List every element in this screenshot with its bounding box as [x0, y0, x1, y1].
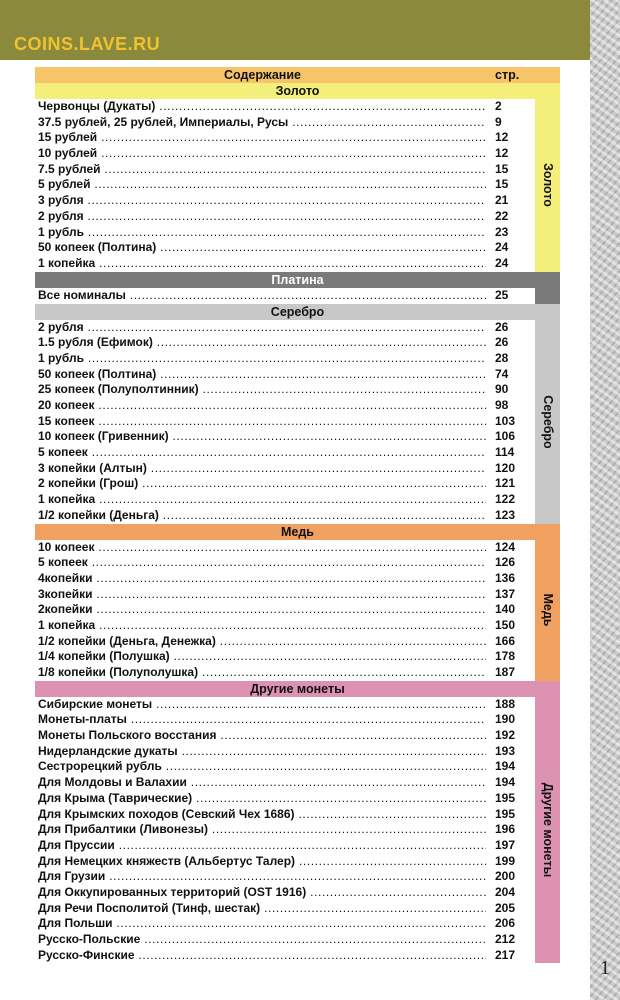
toc-entry[interactable] — [35, 697, 530, 713]
entry-page: 26 — [495, 319, 509, 334]
toc-entry[interactable] — [35, 256, 530, 272]
toc-entry[interactable] — [35, 146, 530, 162]
side-label: Серебро — [540, 394, 555, 449]
entry-label: 5 рублей ..... — [38, 177, 486, 193]
entry-label: Для Прибалтики (Ливонезы) ..... — [38, 822, 486, 838]
toc-entry[interactable] — [35, 649, 530, 665]
entry-label: Для Крымских походов (Севский Чех 1686) ..... — [38, 807, 486, 823]
toc-entry[interactable] — [35, 320, 530, 336]
entry-label: Сестрорецкий рубль ..... — [38, 759, 486, 775]
entry-page: 190 — [495, 712, 516, 727]
entry-label: 7.5 рублей ..... — [38, 162, 486, 178]
entry-page: 90 — [495, 382, 509, 397]
entry-label: 15 копеек ..... — [38, 414, 486, 430]
entry-label: 37.5 рублей, 25 рублей, Империалы, Русы ..... — [38, 115, 486, 131]
entry-list — [35, 540, 560, 681]
entry-page: 28 — [495, 350, 509, 365]
entry-page: 103 — [495, 413, 516, 428]
entry-page: 187 — [495, 665, 516, 679]
page-number: 1 — [600, 957, 610, 979]
toc-entry[interactable] — [35, 240, 530, 256]
entry-label: 3 копейки (Алтын) ..... — [38, 461, 486, 477]
toc-entry[interactable] — [35, 445, 530, 461]
entry-label: Для Пруссии ..... — [38, 838, 486, 854]
entry-label: Монеты-платы ..... — [38, 712, 486, 728]
toc-entry[interactable] — [35, 948, 530, 964]
toc-entry[interactable] — [35, 901, 530, 917]
toc-entry[interactable] — [35, 791, 530, 807]
toc-entry[interactable] — [35, 838, 530, 854]
entry-label: 5 копеек ..... — [38, 445, 486, 461]
entry-page: 23 — [495, 224, 509, 239]
entry-page: 194 — [495, 775, 516, 790]
entry-page: 22 — [495, 208, 509, 223]
entry-label: 25 копеек (Полуполтинник) ..... — [38, 382, 486, 398]
decorative-texture-strip — [590, 0, 620, 1000]
toc-entry[interactable] — [35, 429, 530, 445]
entry-page: 205 — [495, 900, 516, 915]
toc-entry[interactable] — [35, 665, 530, 681]
toc-entry[interactable] — [35, 177, 530, 193]
entry-page: 204 — [495, 884, 516, 899]
toc-entry[interactable] — [35, 540, 530, 556]
toc-entry[interactable] — [35, 115, 530, 131]
side-label: Другие монеты — [540, 782, 555, 878]
entry-page: 136 — [495, 570, 516, 585]
toc-entry[interactable] — [35, 414, 530, 430]
toc-entry[interactable] — [35, 807, 530, 823]
toc-entry[interactable] — [35, 602, 530, 618]
entry-page: 24 — [495, 240, 509, 255]
toc-entry[interactable] — [35, 367, 530, 383]
entry-page: 140 — [495, 602, 516, 617]
entry-page: 212 — [495, 932, 516, 946]
section-other-coins — [35, 681, 560, 964]
entry-label: Для Речи Посполитой (Тинф, шестак) ..... — [38, 901, 486, 917]
entry-label: Монеты Польского восстания ..... — [38, 728, 486, 744]
entry-label: 4копейки ..... — [38, 571, 486, 587]
side-label: Медь — [540, 593, 555, 627]
entry-label: 3 рубля ..... — [38, 193, 486, 209]
entry-label: 15 рублей ..... — [38, 130, 486, 146]
toc-entry[interactable] — [35, 634, 530, 650]
toc-entry[interactable] — [35, 555, 530, 571]
entry-label: 50 копеек (Полтина) ..... — [38, 240, 486, 256]
entry-label: Сибирские монеты ..... — [38, 697, 486, 713]
entry-label: 1/8 копейки (Полуполушка) ..... — [38, 665, 486, 681]
entry-label: 1/2 копейки (Деньга) ..... — [38, 508, 486, 524]
entry-label: 5 копеек ..... — [38, 555, 486, 571]
toc-entry[interactable] — [35, 744, 530, 760]
section-platinum — [35, 272, 560, 304]
toc-entry[interactable] — [35, 775, 530, 791]
entry-label: Червонцы (Дукаты) ..... — [38, 99, 486, 115]
section-title: Серебро — [35, 304, 560, 320]
section-body — [35, 697, 560, 964]
entry-page: 122 — [495, 492, 516, 507]
entry-list — [35, 99, 560, 272]
side-band — [535, 288, 560, 304]
entry-page: 197 — [495, 837, 516, 852]
toc-entry[interactable] — [35, 398, 530, 414]
toc-entry[interactable] — [35, 476, 530, 492]
entry-page: 199 — [495, 853, 516, 868]
toc-entry[interactable] — [35, 461, 530, 477]
section-title: Платина — [35, 272, 560, 288]
entry-label: 1.5 рубля (Ефимок) ..... — [38, 335, 486, 351]
section-silver — [35, 304, 560, 524]
entry-page: 192 — [495, 728, 516, 743]
entry-page: 15 — [495, 161, 509, 176]
side-band — [535, 320, 560, 524]
entry-page: 12 — [495, 146, 509, 161]
toc-entry[interactable] — [35, 822, 530, 838]
entry-page: 25 — [495, 287, 509, 302]
section-title: Медь — [35, 524, 560, 540]
entry-label: Для Оккупированных территорий (OST 1916) ..... — [38, 885, 486, 901]
entry-page: 124 — [495, 539, 516, 554]
toc-entry[interactable] — [35, 885, 530, 901]
toc-entry[interactable] — [35, 225, 530, 241]
entry-page: 123 — [495, 507, 516, 522]
entry-label: 1 рубль ..... — [38, 225, 486, 241]
toc-entry[interactable] — [35, 351, 530, 367]
side-band — [535, 697, 560, 964]
toc-entry[interactable] — [35, 288, 530, 304]
toc-entry[interactable] — [35, 99, 530, 115]
entry-page: 217 — [495, 947, 516, 962]
entry-page: 188 — [495, 696, 516, 711]
entry-page: 166 — [495, 633, 516, 648]
entry-label: 1 копейка ..... — [38, 618, 486, 634]
entry-label: Для Молдовы и Валахии ..... — [38, 775, 486, 791]
section-title: Другие монеты — [35, 681, 560, 697]
entry-page: 15 — [495, 177, 509, 192]
section-body — [35, 288, 560, 304]
entry-page: 120 — [495, 460, 516, 475]
entry-label: 10 копеек ..... — [38, 540, 486, 556]
toc-entry[interactable] — [35, 209, 530, 225]
side-label: Золото — [540, 163, 555, 208]
entry-page: 195 — [495, 790, 516, 805]
toc-entry[interactable] — [35, 854, 530, 870]
toc-entry[interactable] — [35, 869, 530, 885]
entry-list — [35, 697, 560, 964]
section-body — [35, 320, 560, 524]
entry-label: Русско-Финские ..... — [38, 948, 486, 964]
toc-entry[interactable] — [35, 492, 530, 508]
toc-entry[interactable] — [35, 335, 530, 351]
entry-label: 1/4 копейки (Полушка) ..... — [38, 649, 486, 665]
entry-label: 20 копеек ..... — [38, 398, 486, 414]
entry-page: 137 — [495, 586, 516, 601]
entry-page: 9 — [495, 114, 502, 129]
toc-entry[interactable] — [35, 382, 530, 398]
table-of-contents — [35, 67, 560, 963]
section-body — [35, 540, 560, 681]
entry-page: 193 — [495, 743, 516, 758]
entry-label: Русско-Польские ..... — [38, 932, 486, 948]
entry-page: 26 — [495, 335, 509, 350]
section-gold — [35, 83, 560, 272]
entry-label: Для Крыма (Таврические) ..... — [38, 791, 486, 807]
site-logo[interactable]: COINS.LAVE.RU — [14, 34, 161, 54]
entry-page: 98 — [495, 398, 509, 412]
entry-list — [35, 320, 560, 524]
entry-label: 10 рублей ..... — [38, 146, 486, 162]
toc-entry[interactable] — [35, 916, 530, 932]
toc-entry[interactable] — [35, 932, 530, 948]
section-copper — [35, 524, 560, 681]
entry-label: 2копейки ..... — [38, 602, 486, 618]
entry-page: 194 — [495, 759, 516, 774]
entry-page: 150 — [495, 617, 516, 632]
entry-label: 10 копеек (Гривенник) ..... — [38, 429, 486, 445]
entry-page: 12 — [495, 130, 509, 145]
entry-list — [35, 288, 560, 304]
entry-label: 2 копейки (Грош) ..... — [38, 476, 486, 492]
entry-label: 2 рубля ..... — [38, 320, 486, 336]
entry-page: 200 — [495, 869, 516, 884]
entry-label: 1 копейка ..... — [38, 492, 486, 508]
toc-entry[interactable] — [35, 712, 530, 728]
toc-entry[interactable] — [35, 571, 530, 587]
toc-entry[interactable] — [35, 759, 530, 775]
toc-entry[interactable] — [35, 162, 530, 178]
entry-label: 1/2 копейки (Деньга, Денежка) ..... — [38, 634, 486, 650]
entry-page: 106 — [495, 429, 516, 444]
entry-page: 126 — [495, 555, 516, 570]
entry-label: Для Польши ..... — [38, 916, 486, 932]
section-body — [35, 99, 560, 272]
entry-page: 196 — [495, 822, 516, 837]
side-band — [535, 540, 560, 681]
entry-page: 121 — [495, 476, 516, 491]
section-title: Золото — [35, 83, 560, 99]
entry-page: 206 — [495, 916, 516, 931]
header-banner — [0, 0, 590, 60]
entry-label: Нидерландские дукаты ..... — [38, 744, 486, 760]
entry-page: 21 — [495, 193, 509, 208]
entry-label: 2 рубля ..... — [38, 209, 486, 225]
toc-entry[interactable] — [35, 587, 530, 603]
toc-title: Содержание — [223, 68, 301, 82]
entry-page: 24 — [495, 255, 509, 270]
entry-label: 3копейки ..... — [38, 587, 486, 603]
toc-entry[interactable] — [35, 618, 530, 634]
toc-entry[interactable] — [35, 193, 530, 209]
toc-page-column-label: стр. — [495, 68, 520, 82]
toc-entry[interactable] — [35, 728, 530, 744]
entry-page: 114 — [495, 445, 515, 460]
toc-entry[interactable] — [35, 508, 530, 524]
entry-label: 1 рубль ..... — [38, 351, 486, 367]
entry-page: 2 — [495, 99, 502, 113]
entry-page: 195 — [495, 806, 516, 821]
side-band — [535, 99, 560, 272]
toc-header-row — [35, 67, 560, 83]
entry-label: Для Грузии ..... — [38, 869, 486, 885]
entry-label: Для Немецких княжеств (Альбертус Талер) ..... — [38, 854, 486, 870]
entry-page: 74 — [495, 366, 509, 381]
toc-entry[interactable] — [35, 130, 530, 146]
entry-page: 178 — [495, 649, 516, 664]
entry-label: 1 копейка ..... — [38, 256, 486, 272]
entry-label: Все номиналы ..... — [38, 288, 486, 304]
entry-label: 50 копеек (Полтина) ..... — [38, 367, 486, 383]
